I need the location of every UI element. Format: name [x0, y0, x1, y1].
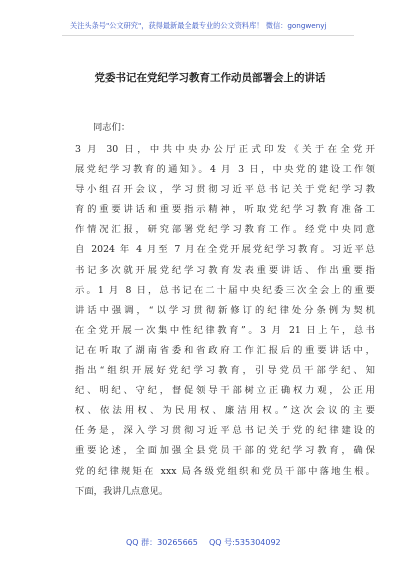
footer-qq-number: QQ 号:535304092 — [209, 538, 281, 547]
body-line: 记在听取了湖南省委和省政府工作汇报后的重要讲话中， — [75, 344, 375, 356]
header-divider — [62, 35, 354, 36]
body-line: 书记多次就开展党纪学习教育发表重要讲话、作出重要指 — [75, 264, 375, 276]
body-line: 育的重要讲话和重要指示精神，听取党纪学习教育准备工 — [75, 204, 375, 216]
body-line: 自 2024 年 4 月至 7 月在全党开展党纪学习教育。习近平总 — [75, 244, 375, 256]
body-line: 纪、明纪、守纪，督促领导干部树立正确权力观，公正用 — [75, 385, 375, 397]
body-line: 在全党开展一次集中性纪律教育”。3 月 21 日上午，总书 — [75, 324, 375, 336]
body-line: 作情况汇报，研究部署党纪学习教育工作。经党中央同意 — [75, 224, 375, 236]
body-line: 指出“组织开展好党纪学习教育，引导党员干部学纪、知 — [75, 365, 375, 377]
body-line: 权、依法用权、为民用权、廉洁用权。”这次会议的主要 — [75, 405, 375, 417]
body-line: 下面，我讲几点意见。 — [75, 485, 169, 497]
footer-qq-group: QQ 群：30265665 — [126, 538, 198, 547]
salutation: 同志们： — [93, 122, 131, 133]
header-notice: 关注头条号"公文研究"，获得最新最全最专业的公文资料库！ 微信：gongwenyj — [70, 21, 327, 30]
body-line: 党的纪律规矩在 xxx 局各级党组织和党员干部中落地生根。 — [75, 465, 375, 477]
document-body — [75, 140, 375, 502]
body-line: 展党纪学习教育的通知》。4 月 3 日，中央党的建设工作领 — [75, 164, 375, 176]
body-line: 重要论述，全面加强全县党员干部的党纪学习教育，确保 — [75, 445, 375, 457]
body-line: 讲话中强调，“以学习贯彻新修订的纪律处分条例为契机 — [75, 304, 375, 316]
body-line: 示。1 月 8 日，总书记在二十届中央纪委三次全会上的重要 — [75, 284, 375, 296]
body-line: 导小组召开会议，学习贯彻习近平总书记关于党纪学习教 — [75, 184, 375, 196]
body-line: 3 月 30 日，中共中央办公厅正式印发《关于在全党开 — [75, 144, 375, 155]
body-line: 任务是，深入学习贯彻习近平总书记关于党的纪律建设的 — [75, 425, 375, 437]
document-title: 党委书记在党纪学习教育工作动员部署会上的讲话 — [94, 72, 326, 84]
